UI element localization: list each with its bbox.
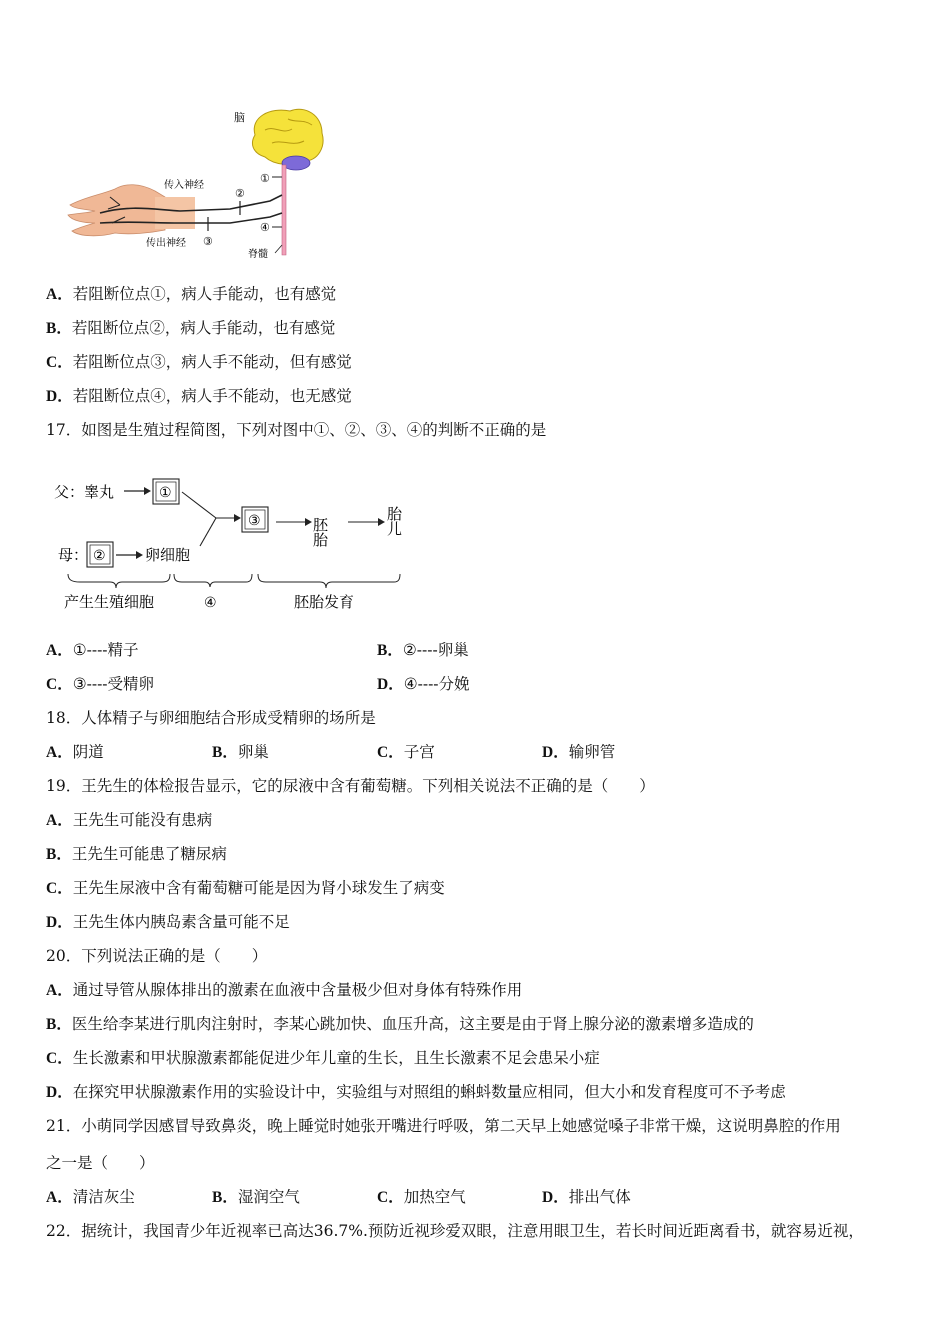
q16-option-a[interactable]: A．若阻断位点①，病人手能动，也有感觉 — [46, 285, 337, 303]
label-point-3: ③ — [203, 235, 213, 248]
q18-option-c[interactable]: C．子宫 — [377, 743, 435, 761]
q19-option-a[interactable]: A．王先生可能没有患病 — [46, 811, 213, 829]
q17-option-b[interactable]: B．②----卵巢 — [377, 641, 469, 659]
fig-group-4: ④ — [204, 595, 217, 611]
q16-option-b[interactable]: B．若阻断位点②，病人手能动，也有感觉 — [46, 319, 336, 337]
q20-stem: 20．下列说法正确的是（ ） — [46, 947, 268, 965]
q21-stem-line2: 之一是（ ） — [46, 1154, 155, 1172]
label-point-4: ④ — [260, 221, 270, 234]
label-brain: 脑 — [234, 111, 245, 124]
q19-stem: 19．王先生的体检报告显示，它的尿液中含有葡萄糖。下列相关说法不正确的是（ ） — [46, 777, 655, 795]
q21-option-d[interactable]: D．排出气体 — [542, 1188, 631, 1206]
q18-option-b[interactable]: B．卵巢 — [212, 743, 269, 761]
q21-option-b[interactable]: B．湿润空气 — [212, 1188, 300, 1206]
q19-option-b[interactable]: B．王先生可能患了糖尿病 — [46, 845, 227, 863]
q17-option-d[interactable]: D．④----分娩 — [377, 675, 470, 693]
reproduction-flow-figure — [50, 470, 420, 615]
q18-option-a[interactable]: A．阴道 — [46, 743, 104, 761]
fig-group-gametes: 产生生殖细胞 — [64, 593, 155, 611]
q18-stem: 18．人体精子与卵细胞结合形成受精卵的场所是 — [46, 709, 376, 727]
reflex-arc-figure — [60, 105, 330, 270]
q22-stem: 22．据统计，我国青少年近视率已高达36.7%.预防近视珍爱双眼，注意用眼卫生，若长时间近距离看书，就容易近视， — [46, 1222, 864, 1240]
q20-option-b[interactable]: B．医生给李某进行肌肉注射时，李某心跳加快、血压升高，这主要是由于肾上腺分泌的激素增多造成的 — [46, 1015, 754, 1033]
q21-stem-line1: 21．小萌同学因感冒导致鼻炎，晚上睡觉时她张开嘴进行呼吸，第二天早上她感觉嗓子非常干燥，这说明鼻腔的作用 — [46, 1117, 841, 1135]
q21-option-a[interactable]: A．清洁灰尘 — [46, 1188, 135, 1206]
q19-option-c[interactable]: C．王先生尿液中含有葡萄糖可能是因为肾小球发生了病变 — [46, 879, 445, 897]
fig-mother: 母： — [58, 546, 89, 564]
q20-option-d[interactable]: D．在探究甲状腺激素作用的实验设计中，实验组与对照组的蝌蚪数量应相同，但大小和发育程度可不予考虑 — [46, 1083, 786, 1101]
fig-embryo: 胚胎 — [311, 517, 329, 547]
q16-option-d[interactable]: D．若阻断位点④，病人手不能动，也无感觉 — [46, 387, 352, 405]
q17-option-a[interactable]: A．①----精子 — [46, 641, 139, 659]
q16-option-c[interactable]: C．若阻断位点③，病人手不能动，但有感觉 — [46, 353, 352, 371]
q20-option-c[interactable]: C．生长激素和甲状腺激素都能促进少年儿童的生长，且生长激素不足会患呆小症 — [46, 1049, 600, 1067]
q17-option-c[interactable]: C．③----受精卵 — [46, 675, 155, 693]
q19-option-d[interactable]: D．王先生体内胰岛素含量可能不足 — [46, 913, 290, 931]
fig-father: 父：睾丸 — [54, 483, 115, 501]
svg-text:③: ③ — [248, 513, 261, 529]
fig-fetus: 胎儿 — [385, 506, 403, 536]
brain-shape — [252, 109, 323, 164]
q20-option-a[interactable]: A．通过导管从腺体排出的激素在血液中含量极少但对身体有特殊作用 — [46, 981, 523, 999]
svg-text:①: ① — [159, 485, 172, 501]
label-efferent-nerve: 传出神经 — [146, 238, 186, 249]
svg-text:②: ② — [93, 548, 106, 564]
spinal-cord-shape — [282, 165, 286, 255]
label-point-2: ② — [235, 187, 245, 200]
fig-group-development: 胚胎发育 — [294, 593, 355, 611]
forearm-shape — [155, 197, 195, 229]
q21-option-c[interactable]: C．加热空气 — [377, 1188, 466, 1206]
label-point-1: ① — [260, 172, 270, 185]
q18-option-d[interactable]: D．输卵管 — [542, 743, 616, 761]
label-afferent-nerve: 传入神经 — [164, 180, 204, 191]
q17-stem: 17．如图是生殖过程简图，下列对图中①、②、③、④的判断不正确的是 — [46, 421, 547, 439]
label-spinal-cord: 脊髓 — [248, 249, 268, 260]
fig-egg: 卵细胞 — [145, 546, 191, 564]
